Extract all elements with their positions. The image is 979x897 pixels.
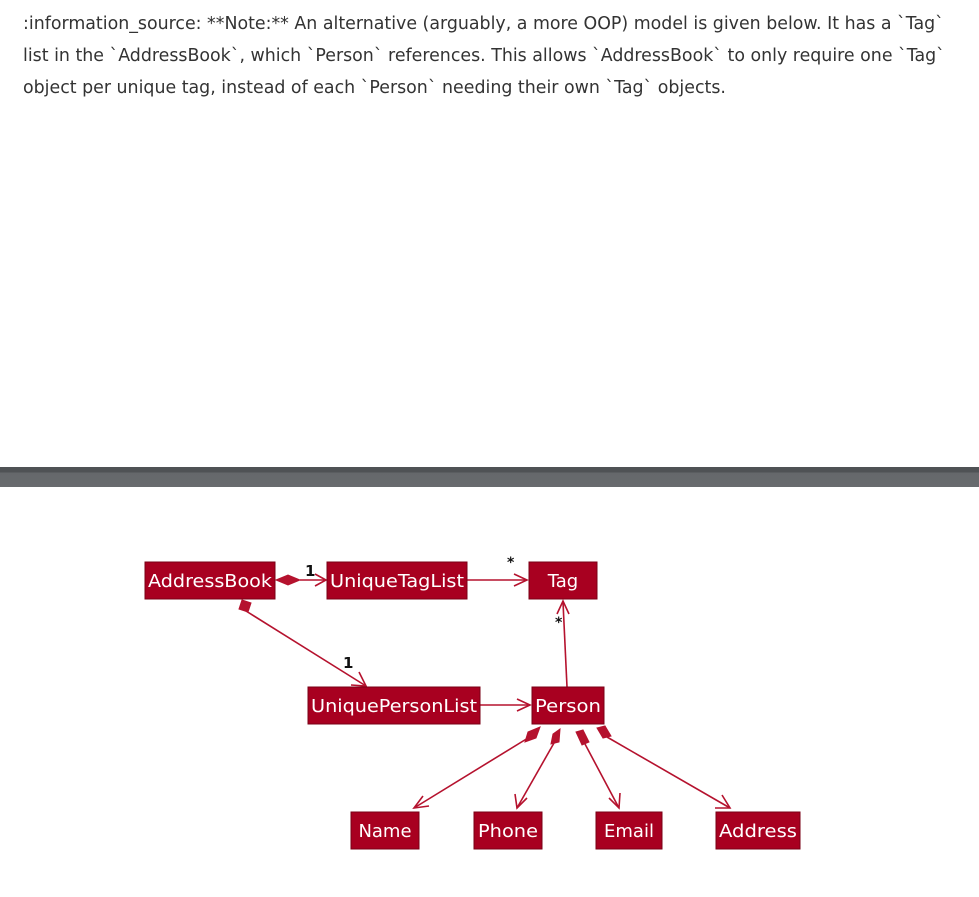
connector-person-phone <box>517 743 554 808</box>
composition-diamond <box>576 730 589 745</box>
connector-person-tag <box>563 602 567 687</box>
class-name-address: Address <box>719 821 797 842</box>
class-phone <box>474 812 542 849</box>
composition-diamond <box>597 726 611 738</box>
class-name-tag: Tag <box>547 571 579 592</box>
class-name-addressbook: AddressBook <box>148 571 273 592</box>
connector-person-address <box>607 737 730 808</box>
class-tag <box>529 562 597 599</box>
class-name-email: Email <box>604 821 654 842</box>
class-name-phone: Phone <box>478 821 538 842</box>
multiplicity-uniquetaglist-tag: * <box>507 555 515 571</box>
composition-diamond <box>551 729 560 744</box>
connector-addressbook-uniquepersonlist <box>246 611 366 686</box>
composition-diamond <box>276 575 300 585</box>
class-uniquepersonlist <box>308 687 480 724</box>
class-address <box>716 812 800 849</box>
class-addressbook <box>145 562 275 599</box>
multiplicity-addressbook-uniquetaglist: 1 <box>305 562 316 580</box>
class-email <box>596 812 662 849</box>
multiplicity-person-tag: * <box>555 615 563 631</box>
class-name <box>351 812 419 849</box>
class-name-uniquepersonlist: UniquePersonList <box>311 696 477 717</box>
class-uniquetaglist <box>327 562 467 599</box>
class-name-name: Name <box>358 821 412 842</box>
class-name-uniquetaglist: UniqueTagList <box>330 571 464 592</box>
class-person <box>532 687 604 724</box>
connector-person-email <box>585 744 619 808</box>
connector-person-name <box>414 738 528 808</box>
note-paragraph: :information_source: **Note:** An alternative (arguably, a more OOP) model is given below. It has a `Tag` list in the `AddressBook`, which `Person` references. This allows `AddressBook` to only require one `Tag` object per unique tag, instead of each `Person` needing their own `Tag` objects. <box>23 14 945 98</box>
composition-diamond <box>525 727 540 742</box>
arrowhead <box>414 796 429 808</box>
multiplicity-addressbook-uniquepersonlist: 1 <box>343 654 354 672</box>
class-name-person: Person <box>535 696 601 717</box>
composition-diamond <box>239 600 251 612</box>
